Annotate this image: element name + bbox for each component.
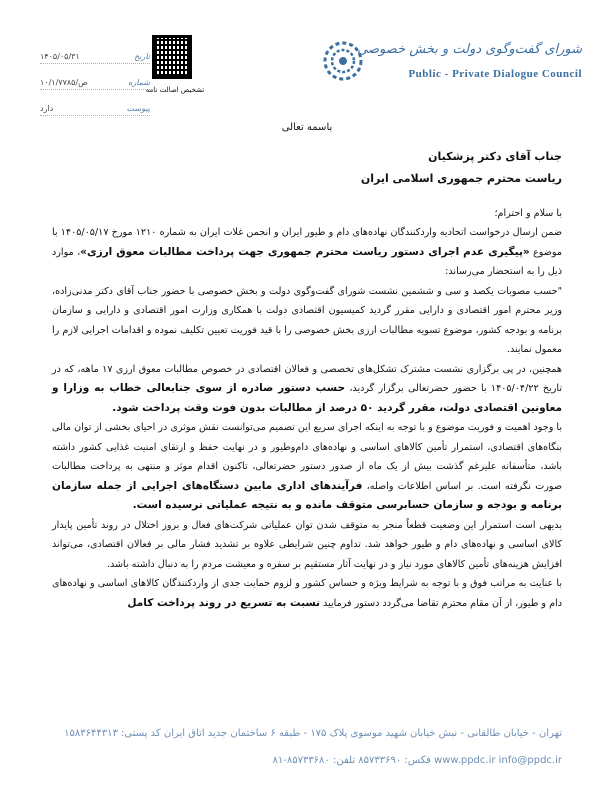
paragraph-2: "حسب مصوبات یکصد و سی و ششمین نشست شورای گفت‌وگوی دولت و بخش خصوصی با حضور جناب آقای دکتر مدنی‌زاده، وزیر محترم امور اقتصادی و دارایی مقرر گردید کمیسیون اقتصادی دولت با همکاری وزارت امور اقتصادی و دارایی و سازمان برنامه و بودجه کشور، موضوع تسویه مطالبات ارزی بخش خصوصی را با قید فوریت تعیین تکلیف نموده و اقدامات اجرایی لازم را معمول نمایند. xyxy=(52,285,562,355)
paragraph-5: بدیهی است استمرار این وضعیت قطعاً منجر به متوقف شدن توان عملیاتی شرکت‌های فعال و بروز اختلال در روند تأمین پایدار کالای اساسی و نهاده‌های دام و طیور خواهد شد. تداوم چنین شرایطی علاوه بر تشدید فشار مالی بر فعالان اقتصادی، می‌تواند افزایش هزینه‌های تأمین کالاهای مورد نیاز و در نهایت آثار مستقیم بر سفره و معیشت مردم را به دنبال داشته باشد. xyxy=(52,519,562,570)
paragraph-6-bold: نسبت به تسریع در روند پرداخت کامل xyxy=(127,596,320,609)
meta-date xyxy=(40,38,150,64)
paragraph-1-a: ضمن ارسال درخواست اتحادیه واردکنندگان نهاده‌های دام و طیور ایران و انجمن غلات ایران به شماره ۱۲۱۰ مورخ ۱۴۰۵/۰۵/۱۷ با موضوع xyxy=(52,227,563,258)
addressee-name: جناب آقای دکتر پزشکیان xyxy=(428,149,562,163)
letter-opening: باسمه تعالی xyxy=(281,122,333,133)
meta-date-value: ۱۴۰۵/۰۵/۳۱ xyxy=(40,52,80,61)
paragraph-3-a: همچنین، در پی برگزاری نشست مشترک تشکل‌های تخصصی و فعالان اقتصادی در خصوص مطالبات معوق ارزی ۱۷ ماهه، که در تاریخ ۱۴۰۵/۰۴/۲۲ با حضور حضرتعالی برگزار گردید، xyxy=(52,363,562,394)
paragraph-6-a: با عنایت به مراتب فوق و با توجه به شرایط ویژه و حساس کشور و لزوم حمایت جدی از واردکنندگان کالاهای اساسی و نهاده‌های دام و طیور، از آن مقام محترم تقاضا می‌گردد دستور فرمایید xyxy=(52,578,562,609)
meta-attachment-value: دارد xyxy=(40,104,54,113)
logo-text-en: Public - Private Dialogue Council xyxy=(408,68,582,80)
meta-number xyxy=(40,64,150,90)
footer-address: تهران - خیابان طالقانی - نبش خیابان شهید موسوی پلاک ۱۷۵ - طبقه ۶ ساختمان جدید اتاق ایران کد پستی: ۱۵۸۳۶۴۴۳۱۳ xyxy=(64,728,562,739)
addressee-title: ریاست محترم جمهوری اسلامی ایران xyxy=(360,171,562,185)
paragraph-4-a: با وجود اهمیت و فوریت موضوع و با توجه به اینکه اجرای سریع این تصمیم می‌توانست نقش موثری در احیای بخشی از توان مالی بنگاه‌های اقتصادی، استمرار تأمین کالاهای اساسی و نهاده‌های دام‌وطیور و در نهایت حفظ و ارتقای امنیت غذایی کشور داشته باشد، متأسفانه علیرغم گذشت بیش از یک ماه از صدور دستور حضرتعالی، تاکنون اقدام موثر و منتهی به پرداخت مطالبات صورت نگرفته است. بر اساس اطلاعات واصله، xyxy=(52,422,562,492)
paragraph-3-bold: حسب دستور صادره از سوی جنابعالی خطاب به وزارا و معاونین اقتصادی دولت، مقرر گردید ۵۰ درصد از مطالبات بدون فوت وقت پرداخت شود. xyxy=(52,382,562,414)
qr-caption: تشخیص اصالت نامه xyxy=(145,86,205,94)
logo xyxy=(322,40,582,95)
footer-contact: www.ppdc.ir info@ppdc.ir فکس: ۸۵۷۳۳۶۹۰ تلفن: ۸۵۷۳۳۶۸۰-۸۱ xyxy=(272,755,562,766)
qr-code-icon[interactable] xyxy=(152,35,192,79)
paragraph-4 xyxy=(52,418,562,516)
salutation: با سلام و احترام؛ xyxy=(494,207,562,219)
paragraph-1-c: ، موارد ذیل را به استحضار می‌رساند: xyxy=(52,246,562,277)
meta-number-label: شماره xyxy=(128,78,150,87)
meta-attachment xyxy=(40,90,150,116)
meta-number-value: ۱۰/۱/۷۷۸۵/ص xyxy=(40,78,88,87)
meta-date-label: تاریخ xyxy=(134,52,150,61)
letter-meta xyxy=(40,38,150,116)
letter-footer xyxy=(0,722,612,792)
paragraph-1 xyxy=(52,223,562,282)
letter-body xyxy=(52,118,562,613)
paragraph-4-bold: فرآیندهای اداری مابین دستگاه‌های اجرایی از جمله سازمان برنامه و بودجه و سازمان حسابرسی متوقف مانده و به نتیجه عملیاتی نرسیده است. xyxy=(52,479,562,511)
logo-text-fa: شورای گفت‌وگوی دولت و بخش خصوصی xyxy=(357,42,582,57)
paragraph-3 xyxy=(52,360,562,419)
letterhead xyxy=(0,0,612,113)
paragraph-1-subject: «پیگیری عدم اجرای دستور ریاست محترم جمهوری جهت پرداخت مطالبات معوق ارزی» xyxy=(80,245,530,258)
paragraph-6 xyxy=(52,574,562,613)
meta-attachment-label: پیوست xyxy=(126,104,150,113)
